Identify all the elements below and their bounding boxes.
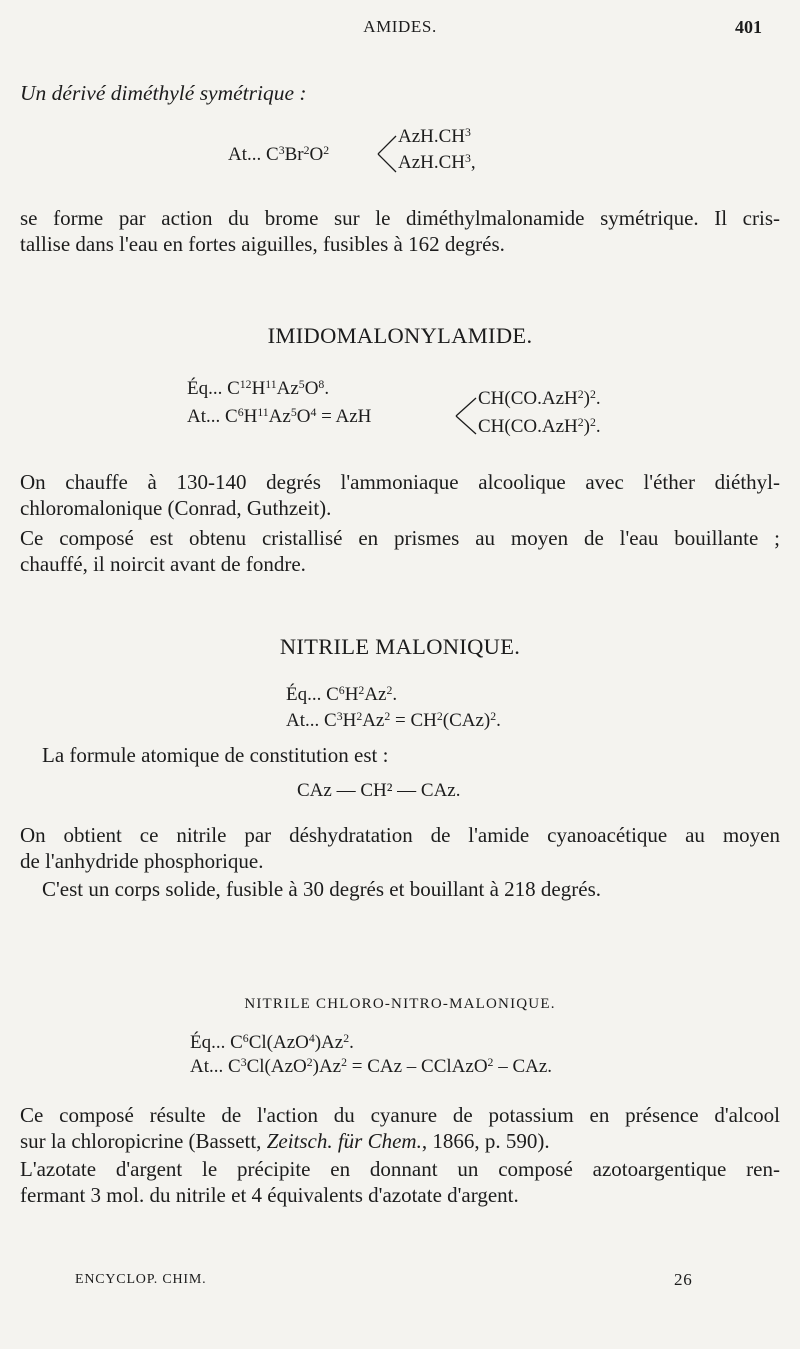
imido-eq-formula: Éq... $C^{12}H^{11}Az^5O^8$. [187,377,330,399]
dimethyl-branch-bracket [376,132,398,176]
imido-para1-line-1: On chauffe à 130-140 degrés l'ammoniaque alcoolique avec l'éther diéthyl- [20,470,780,494]
constitution-formula: CAz — CH² — CAz. [297,780,461,801]
journal-citation: Zeitsch. für Chem. [266,1129,422,1153]
dimethyl-para-line-2: tallise dans l'eau en fortes aiguilles, fusibles à 162 degrés. [20,232,505,256]
dimethyl-formula-prefix: At... $C^3Br^2O^2$ [228,143,330,165]
imidomalonylamide-title: IMIDOMALONYLAMIDE. [267,323,533,348]
chloro-eq-formula: Éq... $C^6Cl(AzO^4)Az^2$. [190,1031,354,1053]
dimethyl-branch-top: $AzH.CH^3$ [398,125,471,147]
dimethyl-para-line-1: se forme par action du brome sur le diméthylmalonamide symétrique. Il cris- [20,206,780,230]
page-number: 401 [735,17,762,37]
footer-left: ENCYCLOP. CHIM. [75,1272,207,1287]
malonique-para2-line-1: C'est un corps solide, fusible à 30 degrés et bouillant à 218 degrés. [42,877,601,901]
chloro-para1-line-1: Ce composé résulte de l'action du cyanure de potassium en présence d'alcool [20,1103,780,1127]
imido-para2-line-1: Ce composé est obtenu cristallisé en prismes au moyen de l'eau bouillante ; [20,526,780,550]
chloro-para1-line-2: sur la chloropicrine (Bassett, Zeitsch. für Chem., 1866, p. 590). [20,1129,550,1153]
constitution-intro: La formule atomique de constitution est : [42,743,389,767]
nitrile-malonique-title: NITRILE MALONIQUE. [279,634,521,659]
chloro-para2-line-2: fermant 3 mol. du nitrile et 4 équivalents d'azotate d'argent. [20,1183,519,1207]
malonique-at-formula: At... $C^3H^2Az^2 = CH^2(CAz)^2$. [286,709,501,731]
intro-line [20,80,307,106]
chloro-nitro-title: NITRILE CHLORO-NITRO-MALONIQUE. [244,996,556,1012]
imido-branch-top: $CH(CO.AzH^2)^2$. [478,387,601,409]
footer-page-signature: 26 [674,1270,693,1289]
dimethyl-branch-bottom: $AzH.CH^3$, [398,151,476,173]
malonique-eq-formula: Éq... $C^6H^2Az^2$. [286,683,398,705]
malonique-para1-line-2: de l'anhydride phosphorique. [20,849,264,873]
malonique-para1-line-1: On obtient ce nitrile par déshydratation de l'amide cyanoacétique au moyen [20,823,780,847]
chloro-at-formula: At... $C^3Cl(AzO^2)Az^2$ = CAz – CClAzO$^2$ – CAz. [190,1055,553,1077]
running-title: AMIDES. [363,17,437,36]
imido-branch-bottom: $CH(CO.AzH^2)^2$. [478,415,601,437]
chloro-para2-line-1: L'azotate d'argent le précipite en donnant un composé azotoargentique ren- [20,1157,780,1181]
imido-para1-line-2: chloromalonique (Conrad, Guthzeit). [20,496,332,520]
imido-branch-bracket [454,394,478,438]
intro-italic: Un dérivé diméthylé symétrique : [20,81,307,105]
imido-at-formula: At... $C^6H^{11}Az^5O^4$ = AzH [187,405,372,427]
imido-para2-line-2: chauffé, il noircit avant de fondre. [20,552,306,576]
